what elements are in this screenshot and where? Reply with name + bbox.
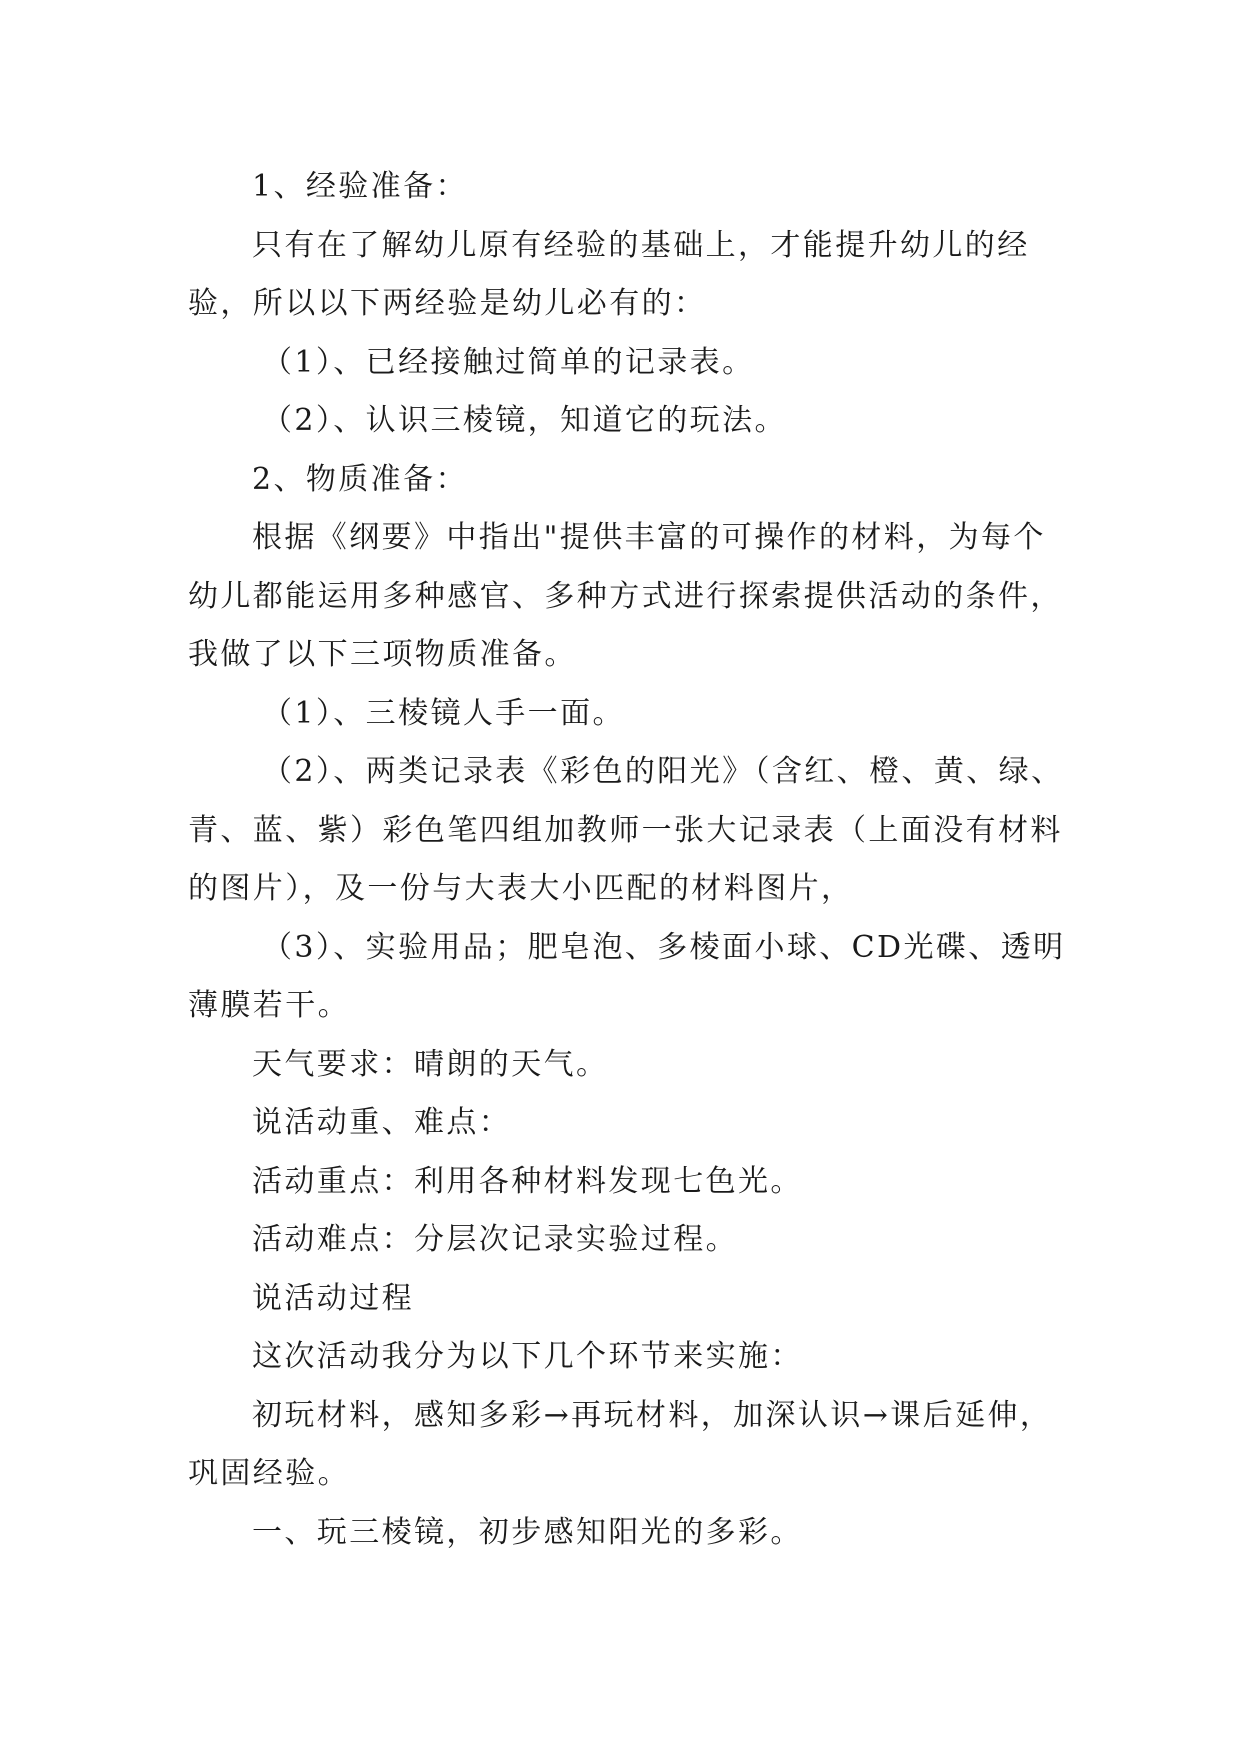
- paragraph-difficult-point: 活动难点：分层次记录实验过程。: [252, 1222, 738, 1257]
- paragraph-process-steps: 初玩材料，感知多彩→再玩材料，加深认识→课后延伸，巩固经验。: [188, 1397, 1053, 1491]
- paragraph-experience-intro: 只有在了解幼儿原有经验的基础上，才能提升幼儿的经验，所以以下两经验是幼儿必有的：: [188, 227, 1030, 321]
- paragraph-material-intro: 根据《纲要》中指出"提供丰富的可操作的材料，为每个幼儿都能运用多种感官、多种方式进行探索提供活动的条件，我做了以下三项物质准备。: [188, 520, 1063, 672]
- list-item-experience-2: （2）、认识三棱镜，知道它的玩法。: [262, 403, 787, 438]
- list-item-material-1: （1）、三棱镜人手一面。: [262, 695, 625, 731]
- heading-material-preparation: 2、物质准备：: [252, 461, 468, 497]
- paragraph-weather-requirement: 天气要求：晴朗的天气。: [252, 1046, 609, 1082]
- heading-activity-process: 说活动过程: [252, 1280, 414, 1316]
- paragraph-key-point: 活动重点：利用各种材料发现七色光。: [252, 1163, 803, 1199]
- list-item-material-3: （3）、实验用品；肥皂泡、多棱面小球、CD光碟、透明薄膜若干。: [188, 929, 1066, 1023]
- heading-key-difficult-points: 说活动重、难点：: [252, 1105, 512, 1140]
- heading-step-one: 一、玩三棱镜，初步感知阳光的多彩。: [252, 1514, 803, 1550]
- heading-experience-preparation: 1、经验准备：: [252, 169, 468, 204]
- document-body: [188, 158, 1068, 1562]
- paragraph-process-intro: 这次活动我分为以下几个环节来实施：: [252, 1339, 803, 1374]
- list-item-material-2: （2）、两类记录表《彩色的阳光》（含红、橙、黄、绿、青、蓝、紫）彩色笔四组加教师一张大记录表（上面没有材料的图片），及一份与大表大小匹配的材料图片，: [188, 754, 1064, 906]
- list-item-experience-1: （1）、已经接触过简单的记录表。: [262, 344, 755, 380]
